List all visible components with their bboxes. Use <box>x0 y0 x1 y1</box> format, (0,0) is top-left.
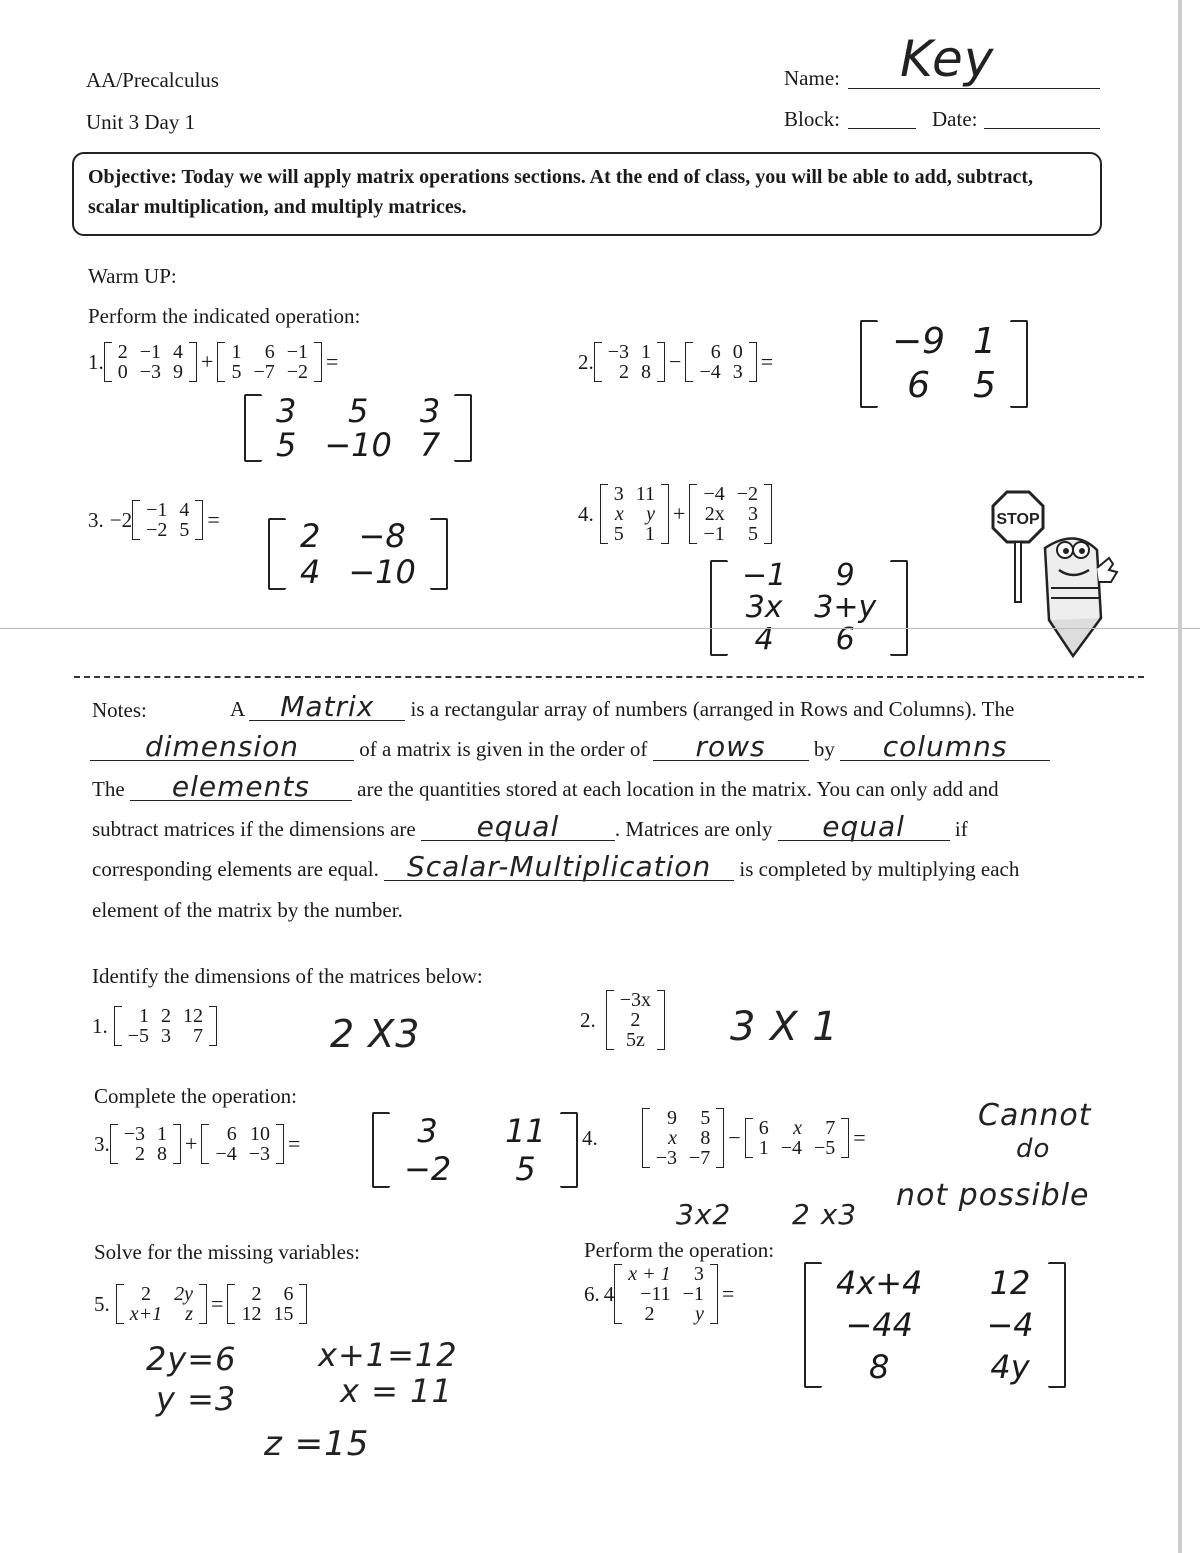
cell: 5 <box>748 523 758 545</box>
cell: −10 <box>348 553 416 591</box>
cell: x+1 <box>129 1303 163 1325</box>
objective-box <box>72 152 1102 236</box>
blank-scalar-multiplication: Scalar-Multiplication <box>384 854 734 881</box>
cell: 2 <box>117 341 128 363</box>
matrix <box>201 1124 284 1164</box>
cell: −4 <box>986 1306 1034 1344</box>
cell: 3 <box>732 361 743 383</box>
cell: 2x <box>704 503 725 525</box>
cell: x + 1 <box>628 1263 671 1285</box>
notes-text: is completed by multiplying each <box>739 857 1020 881</box>
dim-note-b: 2 x3 <box>792 1198 858 1231</box>
cell: −2 <box>404 1150 452 1188</box>
solve-title: Solve for the missing variables: <box>94 1240 360 1264</box>
notes-text: . Matrices are only <box>614 817 773 841</box>
notes-line-4 <box>92 810 968 843</box>
block-label: Block: <box>784 107 840 131</box>
cell: x <box>668 1127 678 1149</box>
cell: 8 <box>700 1127 711 1149</box>
dashed-divider <box>74 676 1144 678</box>
cell: 0 <box>732 341 743 363</box>
answer-q2: 3 X 1 <box>730 1004 839 1050</box>
cell: −4 <box>699 361 721 383</box>
cell: −5 <box>814 1137 836 1159</box>
scalar: −2 <box>109 507 133 532</box>
cell: −1 <box>139 341 162 363</box>
course-title: AA/Precalculus <box>86 68 219 92</box>
work-y: y =3 <box>156 1380 237 1418</box>
cell: 5 <box>700 1107 711 1129</box>
notes-label: Notes: <box>92 698 147 722</box>
cell: 3x <box>745 590 783 625</box>
cell: 6 <box>835 622 855 657</box>
answer-matrix-4 <box>710 560 908 656</box>
matrix <box>116 1284 207 1324</box>
equals-sign: = <box>211 1291 224 1316</box>
not-possible-note: not possible <box>896 1178 1090 1213</box>
cell: 4 <box>173 341 184 363</box>
stop-sign-text: STOP <box>996 511 1040 528</box>
problem-number: 3. <box>88 507 104 532</box>
cell: 6 <box>264 341 275 363</box>
cell: −2 <box>286 361 309 383</box>
problem-number: 1. <box>92 1013 108 1038</box>
cell: −2 <box>736 483 758 505</box>
plus-sign: + <box>185 1131 198 1156</box>
cell: 5 <box>613 523 624 545</box>
perform-q6 <box>584 1264 738 1324</box>
notes-text: of a matrix is given in the order of <box>359 737 648 761</box>
cell: 9 <box>173 361 184 383</box>
cell: 12 <box>241 1303 262 1325</box>
stop-pencil-clipart <box>985 488 1125 658</box>
cell: −7 <box>689 1147 711 1169</box>
cell: 1 <box>758 1137 769 1159</box>
blank-columns: columns <box>840 734 1050 761</box>
name-value: Key <box>900 30 995 88</box>
notes-text: by <box>813 737 835 761</box>
matrix <box>110 1124 181 1164</box>
cell: 1 <box>645 523 656 545</box>
cell: x <box>793 1117 803 1139</box>
cell: −4 <box>215 1143 237 1165</box>
cell: −1 <box>742 558 787 593</box>
equals-sign: = <box>760 349 774 374</box>
cell: 9 <box>835 558 855 593</box>
dimensions-q2 <box>580 990 665 1050</box>
blank-matrix: Matrix <box>249 694 405 721</box>
complete-q4 <box>582 1108 870 1168</box>
cell: 5z <box>625 1029 645 1051</box>
notes-text: A <box>230 697 245 721</box>
matrix <box>745 1118 850 1158</box>
matrix <box>104 342 197 382</box>
cell: 6 <box>758 1117 769 1139</box>
cell: 1 <box>973 321 996 362</box>
dim-note-a: 3x2 <box>676 1198 732 1231</box>
notes-text: The <box>92 777 125 801</box>
cell: 1 <box>641 341 652 363</box>
cell: x <box>614 503 624 525</box>
notes-line-2 <box>90 730 1050 763</box>
plus-sign: + <box>673 501 686 526</box>
cell: 5 <box>231 361 242 383</box>
problem-number: 5. <box>94 1291 110 1316</box>
cell: 2y <box>174 1283 194 1305</box>
cell: 7 <box>825 1117 836 1139</box>
equals-sign: = <box>326 349 339 374</box>
minus-sign: − <box>728 1125 741 1150</box>
cell: y <box>695 1303 704 1325</box>
cell: 2 <box>161 1005 172 1027</box>
cell: −1 <box>286 341 309 363</box>
perform-title: Perform the operation: <box>584 1238 775 1262</box>
cell: 4 <box>300 553 321 591</box>
answer-matrix-q6 <box>804 1262 1066 1388</box>
objective-text: Objective: Today we will apply matrix operations sections. At the end of class, you will be able to add, subtract, scalar multiplication, and multiply matrices. <box>88 166 1034 218</box>
name-line <box>848 88 1100 89</box>
notes-line-3 <box>92 770 999 803</box>
problem-number: 2. <box>580 1007 596 1032</box>
cell: 7 <box>419 426 441 464</box>
minus-sign: − <box>669 349 682 374</box>
notes-text: are the quantities stored at each location in the matrix. You can only add and <box>357 777 999 801</box>
cell: 2 <box>140 1283 151 1305</box>
answer-matrix-1 <box>244 394 472 462</box>
cell: 8 <box>157 1143 168 1165</box>
matrix <box>217 342 322 382</box>
notes-text: if <box>954 817 968 841</box>
cell: −4 <box>780 1137 803 1159</box>
date-line <box>984 128 1100 129</box>
matrix <box>114 1006 217 1046</box>
warmup-title: Warm UP: <box>88 264 177 288</box>
matrix <box>685 342 756 382</box>
cell: −3 <box>655 1147 678 1169</box>
matrix <box>132 500 203 540</box>
cell: 8 <box>869 1348 890 1386</box>
cell: −9 <box>892 321 946 362</box>
cell: 3 <box>417 1112 438 1150</box>
matrix <box>606 990 665 1050</box>
notes-text: corresponding elements are equal. <box>92 857 379 881</box>
cell: 0 <box>117 361 128 383</box>
cell: 10 <box>250 1123 271 1145</box>
matrix <box>614 1264 718 1324</box>
answer-q1: 2 X3 <box>330 1012 421 1056</box>
cell: 12 <box>989 1264 1031 1302</box>
notes-text: is a rectangular array of numbers (arranged in Rows and Columns). The <box>410 697 1015 721</box>
notes-line-6: element of the matrix by the number. <box>92 898 403 922</box>
plus-sign: + <box>201 349 214 374</box>
problem-number: 2. <box>578 349 594 374</box>
cell: −10 <box>324 426 392 464</box>
cell: 6 <box>710 341 721 363</box>
blank-equal-1: equal <box>421 814 615 841</box>
problem-number: 1. <box>88 349 104 374</box>
name-label: Name: <box>784 66 840 90</box>
cell: 5 <box>179 519 190 541</box>
cell: 2 <box>300 517 321 555</box>
blank-dimension: dimension <box>90 734 354 761</box>
faint-divider <box>0 628 1200 629</box>
cell: 3 <box>276 392 297 430</box>
cell: −44 <box>845 1306 913 1344</box>
cell: −3 <box>139 361 162 383</box>
warmup-problem-3 <box>88 500 224 540</box>
equals-sign: = <box>853 1125 866 1150</box>
work-x-plus-1: x+1=12 <box>318 1336 458 1374</box>
matrix <box>689 484 772 544</box>
cell: 6 <box>226 1123 237 1145</box>
cell: 7 <box>193 1025 204 1047</box>
cell: −2 <box>146 519 168 541</box>
notes-text: subtract matrices if the dimensions are <box>92 817 416 841</box>
cell: −3x <box>619 989 652 1011</box>
cell: 3 <box>161 1025 172 1047</box>
cell: 3 <box>419 392 441 430</box>
problem-number: 3. <box>94 1131 110 1156</box>
warmup-instruction: Perform the indicated operation: <box>88 304 361 328</box>
cell: 4y <box>990 1348 1030 1386</box>
cell: −1 <box>703 523 725 545</box>
cell: 4 <box>754 622 774 657</box>
answer-q4-line2: do <box>1016 1134 1051 1164</box>
equals-sign: = <box>721 1281 735 1306</box>
cell: 5 <box>347 392 369 430</box>
matrix <box>227 1284 307 1324</box>
blank-rows: rows <box>653 734 809 761</box>
cell: −1 <box>682 1283 704 1305</box>
cell: 11 <box>505 1112 546 1150</box>
cell: 2 <box>251 1283 262 1305</box>
cell: −3 <box>248 1143 271 1165</box>
notes-line-1 <box>230 690 1015 723</box>
cell: y <box>646 503 656 525</box>
cell: 4 <box>179 499 190 521</box>
matrix <box>594 342 665 382</box>
equals-sign: = <box>207 507 220 532</box>
blank-elements: elements <box>130 774 352 801</box>
matrix <box>600 484 669 544</box>
block-line <box>848 128 916 129</box>
cell: 1 <box>157 1123 168 1145</box>
blank-equal-2: equal <box>778 814 950 841</box>
cell: −11 <box>640 1283 671 1305</box>
cell: −8 <box>358 517 406 555</box>
work-z: z =15 <box>264 1424 370 1464</box>
cell: 5 <box>973 365 996 406</box>
complete-q3 <box>94 1124 304 1164</box>
cell: 3+y <box>814 590 877 625</box>
scan-edge <box>1178 0 1182 1553</box>
cell: 8 <box>641 361 652 383</box>
problem-number: 6. <box>584 1281 600 1306</box>
cell: 11 <box>635 483 656 505</box>
dimensions-q1 <box>92 1006 217 1046</box>
warmup-problem-2 <box>578 342 777 382</box>
work-2y: 2y=6 <box>146 1340 237 1378</box>
cell: 6 <box>907 365 930 406</box>
cell: 2 <box>630 1009 641 1031</box>
answer-matrix-q3 <box>372 1112 578 1188</box>
answer-matrix-3 <box>268 518 448 590</box>
work-x: x = 11 <box>340 1372 453 1410</box>
cell: 15 <box>273 1303 294 1325</box>
scalar: 4 <box>603 1281 615 1306</box>
cell: 5 <box>276 426 297 464</box>
warmup-problem-4 <box>578 484 772 544</box>
cell: −4 <box>703 483 725 505</box>
problem-number: 4. <box>578 501 594 526</box>
cell: 6 <box>283 1283 294 1305</box>
cell: 12 <box>183 1005 204 1027</box>
cell: 2 <box>135 1143 146 1165</box>
notes-line-5 <box>92 850 1020 883</box>
cell: −3 <box>123 1123 146 1145</box>
cell: −3 <box>607 341 630 363</box>
cell: 5 <box>515 1150 536 1188</box>
cell: 3 <box>693 1263 704 1285</box>
cell: −1 <box>146 499 168 521</box>
cell: 3 <box>613 483 624 505</box>
unit-label: Unit 3 Day 1 <box>86 110 196 134</box>
cell: −5 <box>127 1025 150 1047</box>
matrix <box>642 1108 725 1168</box>
cell: 1 <box>231 341 242 363</box>
answer-matrix-2 <box>860 320 1028 408</box>
cell: 4x+4 <box>836 1264 923 1302</box>
cell: 9 <box>667 1107 678 1129</box>
cell: 2 <box>619 361 630 383</box>
cell: 1 <box>139 1005 150 1027</box>
cell: 3 <box>748 503 758 525</box>
date-label: Date: <box>932 107 978 131</box>
warmup-problem-1 <box>88 342 342 382</box>
cell: −7 <box>253 361 275 383</box>
answer-q4-line1: Cannot <box>978 1098 1092 1133</box>
complete-title: Complete the operation: <box>94 1084 297 1108</box>
equals-sign: = <box>288 1131 301 1156</box>
cell: 2 <box>644 1303 655 1325</box>
problem-number: 4. <box>582 1125 598 1150</box>
cell: z <box>185 1303 194 1325</box>
solve-q5 <box>94 1284 307 1324</box>
dimensions-title: Identify the dimensions of the matrices below: <box>92 964 483 988</box>
